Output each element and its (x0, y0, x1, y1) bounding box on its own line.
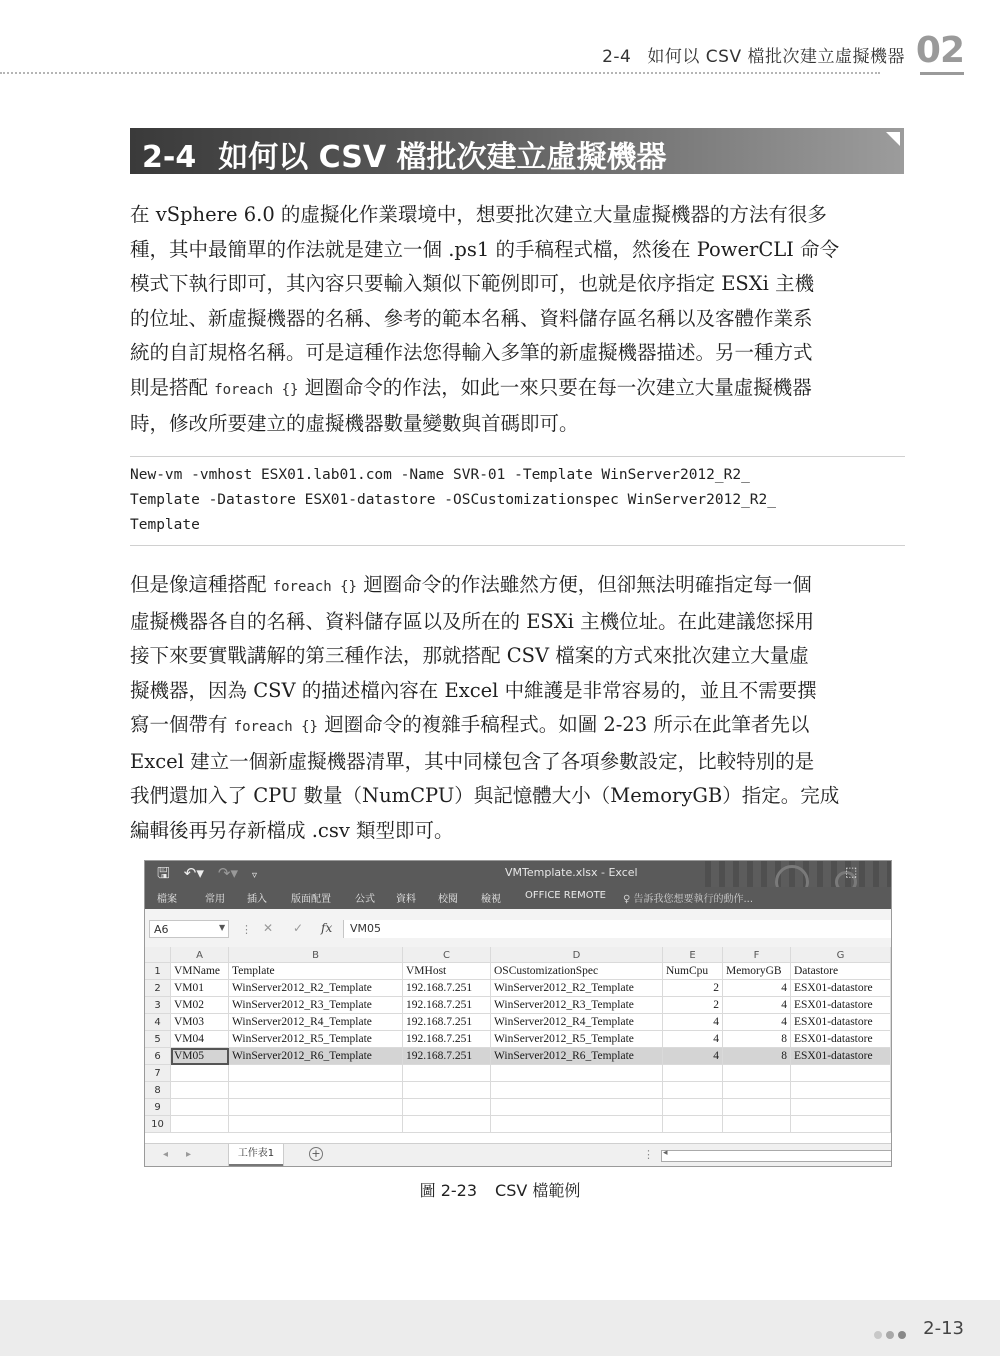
table-cell[interactable] (403, 1099, 491, 1116)
table-cell[interactable]: 192.168.7.251 (403, 1014, 491, 1031)
table-cell[interactable] (723, 1099, 791, 1116)
table-cell[interactable] (171, 1065, 229, 1082)
row-header[interactable]: 5 (145, 1031, 171, 1048)
footer-dot (898, 1331, 906, 1339)
table-cell[interactable]: 4 (663, 1048, 723, 1065)
row-header[interactable]: 3 (145, 997, 171, 1014)
table-cell[interactable]: 4 (723, 980, 791, 997)
table-cell[interactable] (171, 1099, 229, 1116)
insert-function-icon[interactable]: fx (321, 921, 333, 935)
running-header-section-title: 如何以 CSV 檔批次建立虛擬機器 (647, 47, 905, 67)
formula-bar (145, 909, 891, 948)
quick-access-toolbar (157, 863, 271, 888)
page-footer (0, 1300, 1000, 1356)
paragraph-2-line-8: 編輯後再另存新檔成 .csv 類型即可。 (130, 818, 454, 842)
table-cell[interactable] (403, 1082, 491, 1099)
table-cell[interactable] (229, 1065, 403, 1082)
table-cell[interactable]: WinServer2012_R5_Template (229, 1031, 403, 1048)
row-header[interactable]: 7 (145, 1065, 171, 1082)
paragraph-2 (130, 568, 905, 848)
paragraph-1-line-7: 時，修改所要建立的虛擬機器數量變數與首碼即可。 (130, 412, 579, 435)
table-cell[interactable]: WinServer2012_R4_Template (491, 1014, 663, 1031)
table-cell[interactable]: 4 (663, 1031, 723, 1048)
table-cell[interactable]: WinServer2012_R5_Template (491, 1031, 663, 1048)
table-cell[interactable]: 8 (723, 1031, 791, 1048)
select-all-corner[interactable] (145, 947, 171, 963)
split-handle-icon[interactable]: ⋮ (643, 1148, 654, 1161)
table-cell[interactable]: 4 (663, 1014, 723, 1031)
paragraph-2-line-1 (130, 568, 905, 605)
paragraph-1-line-3: 模式下執行即可，其內容只要輸入類似下範例即可，也就是依序指定 ESXi 主機 (130, 272, 815, 295)
table-cell[interactable] (723, 1116, 791, 1133)
code-line-3: Template (130, 517, 200, 533)
code-line-1: New-vm -vmhost ESX01.lab01.com -Name SVR-01 -Template WinServer2012_R2_ (130, 467, 750, 483)
table-cell[interactable] (171, 1082, 229, 1099)
table-cell[interactable] (723, 1065, 791, 1082)
table-cell[interactable] (403, 1116, 491, 1133)
footer-dot (874, 1331, 882, 1339)
table-cell[interactable]: ESX01-datastore (791, 1031, 891, 1048)
paragraph-1-line-1: 在 vSphere 6.0 的虛擬化作業環境中，想要批次建立大量虛擬機器的方法有很多 (130, 203, 827, 226)
running-header-title (602, 42, 905, 67)
table-cell[interactable]: WinServer2012_R2_Template (491, 980, 663, 997)
text-run: 迴圈命令的複雜手稿程式。如圖 2-23 所示在此筆者先以 (318, 713, 810, 736)
inline-code: foreach {} (233, 719, 318, 735)
row-header[interactable]: 9 (145, 1099, 171, 1116)
row-header[interactable]: 1 (145, 963, 171, 980)
tab-data[interactable]: 資料 (396, 894, 416, 905)
excel-window-title: VMTemplate.xlsx - Excel (505, 866, 638, 879)
table-cell[interactable] (491, 1082, 663, 1099)
running-header-section-number: 2-4 (602, 47, 632, 67)
inline-code: foreach {} (214, 381, 299, 398)
table-cell[interactable] (491, 1065, 663, 1082)
figure-caption (0, 1178, 1000, 1201)
column-header-d[interactable]: D (491, 947, 663, 963)
table-cell[interactable]: VM01 (171, 980, 229, 997)
table-cell[interactable]: 8 (723, 1048, 791, 1065)
table-cell[interactable] (791, 1065, 891, 1082)
table-cell[interactable]: VM04 (171, 1031, 229, 1048)
formula-input[interactable]: VM05 (343, 920, 891, 938)
horizontal-scrollbar[interactable] (661, 1150, 892, 1162)
table-cell[interactable] (229, 1082, 403, 1099)
table-cell[interactable] (229, 1099, 403, 1116)
table-cell[interactable] (229, 1116, 403, 1133)
tab-review[interactable]: 校閱 (438, 894, 458, 905)
section-heading (130, 128, 904, 174)
column-header-c[interactable]: C (403, 947, 491, 963)
code-line-2: Template -Datastore ESX01-datastore -OSCustomizationspec WinServer2012_R2_ (130, 492, 777, 508)
excel-ribbon-tabs (145, 887, 891, 909)
name-box[interactable]: A6 (149, 920, 229, 938)
table-cell[interactable]: 192.168.7.251 (403, 980, 491, 997)
section-heading-text (142, 132, 667, 176)
paragraph-1-line-6 (130, 371, 905, 408)
table-cell[interactable]: WinServer2012_R6_Template (491, 1048, 663, 1065)
footer-dot (886, 1331, 894, 1339)
table-cell[interactable] (663, 1082, 723, 1099)
paragraph-2-line-4: 擬機器，因為 CSV 的描述檔內容在 Excel 中維護是非常容易的，並且不需要撰 (130, 678, 817, 702)
customize-toolbar-icon[interactable]: ▿ (252, 870, 258, 881)
table-cell[interactable]: WinServer2012_R2_Template (229, 980, 403, 997)
text-run: 但是像這種搭配 (130, 573, 273, 596)
paragraph-2-line-2: 虛擬機器各自的名稱、資料儲存區以及所在的 ESXi 主機位址。在此建議您採用 (130, 609, 815, 633)
column-header-g[interactable]: G (791, 947, 891, 963)
header-cell[interactable]: Datastore (791, 963, 891, 980)
table-cell[interactable] (723, 1082, 791, 1099)
name-box-dropdown-icon[interactable]: ▼ (219, 923, 226, 932)
paragraph-1-line-2: 種，其中最簡單的作法就是建立一個 .ps1 的手稿程式檔，然後在 PowerCLI 命令 (130, 237, 840, 261)
header-cell[interactable]: VMHost (403, 963, 491, 980)
figure-caption-text: CSV 檔範例 (495, 1181, 581, 1200)
row-header[interactable]: 2 (145, 980, 171, 997)
table-cell[interactable]: VM05 (171, 1048, 229, 1065)
excel-title-bar (145, 861, 891, 887)
text-run: 迴圈命令的作法，如此一來只要在每一次建立大量虛擬機器 (298, 375, 812, 399)
excel-screenshot (144, 860, 892, 1167)
header-cell[interactable]: MemoryGB (723, 963, 791, 980)
code-block (130, 456, 905, 546)
column-header-f[interactable]: F (723, 947, 791, 963)
text-run: 迴圈命令的作法雖然方便，但卻無法明確指定每一個 (357, 573, 812, 596)
paragraph-2-line-3: 接下來要實戰講解的第三種作法，那就搭配 CSV 檔案的方式來批次建立大量虛 (130, 644, 809, 667)
table-cell[interactable]: VM03 (171, 1014, 229, 1031)
column-header-b[interactable]: B (229, 947, 403, 963)
header-cell[interactable]: Template (229, 963, 403, 980)
text-run: 寫一個帶有 (130, 713, 234, 736)
sheet-tab-bar (145, 1143, 891, 1167)
table-cell[interactable]: 192.168.7.251 (403, 1031, 491, 1048)
row-header[interactable]: 6 (145, 1048, 171, 1065)
tab-formulas[interactable]: 公式 (355, 894, 375, 905)
tab-insert[interactable]: 插入 (247, 894, 267, 905)
paragraph-2-line-6: Excel 建立一個新虛擬機器清單，其中同樣包含了各項參數設定，比較特別的是 (130, 749, 815, 773)
table-cell[interactable] (663, 1065, 723, 1082)
new-sheet-icon[interactable]: + (309, 1147, 323, 1161)
table-cell[interactable]: 4 (723, 1014, 791, 1031)
tell-me-search[interactable]: ♀ 告訴我您想要執行的動作... (623, 894, 754, 905)
table-cell[interactable] (491, 1116, 663, 1133)
tab-page-layout[interactable]: 版面配置 (291, 894, 331, 905)
redo-icon[interactable]: ↷▾ (217, 864, 238, 882)
corner-triangle-icon (886, 132, 900, 146)
table-cell[interactable]: ESX01-datastore (791, 1014, 891, 1031)
paragraph-2-line-7: 我們還加入了 CPU 數量（NumCPU）與記憶體大小（MemoryGB）指定。完成 (130, 784, 840, 807)
cancel-icon[interactable]: ✕ (263, 921, 274, 935)
figure-label: 圖 2-23 (419, 1181, 478, 1200)
table-cell[interactable] (491, 1099, 663, 1116)
section-heading-number: 2-4 (142, 140, 197, 175)
tab-office-remote[interactable]: OFFICE REMOTE (525, 890, 606, 901)
table-cell[interactable] (663, 1116, 723, 1133)
tab-view[interactable]: 檢視 (481, 894, 501, 905)
enter-icon[interactable]: ✓ (293, 921, 304, 935)
table-cell[interactable] (663, 1099, 723, 1116)
table-cell[interactable]: WinServer2012_R3_Template (491, 997, 663, 1014)
table-cell[interactable]: VM02 (171, 997, 229, 1014)
table-cell[interactable]: 4 (723, 997, 791, 1014)
table-cell[interactable]: ESX01-datastore (791, 980, 891, 997)
table-cell[interactable]: 192.168.7.251 (403, 997, 491, 1014)
table-cell[interactable] (791, 1082, 891, 1099)
table-cell[interactable]: WinServer2012_R3_Template (229, 997, 403, 1014)
sheet-tab-1[interactable]: 工作表1 (229, 1144, 283, 1166)
footer-dots-icon (874, 1324, 910, 1343)
table-cell[interactable] (791, 1099, 891, 1116)
table-cell[interactable]: WinServer2012_R6_Template (229, 1048, 403, 1065)
section-heading-title: 如何以 CSV 檔批次建立虛擬機器 (218, 140, 667, 175)
table-cell[interactable]: 2 (663, 980, 723, 997)
table-cell[interactable]: ESX01-datastore (791, 997, 891, 1014)
paragraph-1-line-5: 統的自訂規格名稱。可是這種作法您得輸入多筆的新虛擬機器描述。另一種方式 (130, 341, 813, 364)
table-cell[interactable] (171, 1116, 229, 1133)
paragraph-1 (130, 198, 905, 442)
table-cell[interactable] (403, 1065, 491, 1082)
chapter-number: 02 (915, 30, 964, 71)
paragraph-2-line-5 (130, 708, 905, 745)
row-header[interactable]: 10 (145, 1116, 171, 1133)
header-dotted-rule (0, 72, 880, 74)
undo-icon[interactable]: ↶▾ (183, 864, 204, 882)
row-header[interactable]: 8 (145, 1082, 171, 1099)
chapter-underline (920, 72, 964, 75)
scroll-left-icon[interactable]: ◂ (663, 1148, 668, 1158)
header-cell[interactable]: OSCustomizationSpec (491, 963, 663, 980)
column-header-a[interactable]: A (171, 947, 229, 963)
page-number: 2-13 (923, 1318, 964, 1339)
row-header[interactable]: 4 (145, 1014, 171, 1031)
table-cell[interactable]: 2 (663, 997, 723, 1014)
table-cell[interactable] (791, 1116, 891, 1133)
save-icon[interactable]: 🖫 (157, 864, 170, 882)
header-cell[interactable]: VMName (171, 963, 229, 980)
table-cell[interactable]: 192.168.7.251 (403, 1048, 491, 1065)
column-header-e[interactable]: E (663, 947, 723, 963)
tab-file[interactable]: 檔案 (157, 894, 177, 905)
inline-code: foreach {} (272, 579, 357, 595)
table-cell[interactable]: WinServer2012_R4_Template (229, 1014, 403, 1031)
text-run: 則是搭配 (130, 375, 215, 399)
running-header (0, 30, 1000, 76)
table-cell[interactable]: ESX01-datastore (791, 1048, 891, 1065)
formula-bar-separator-icon: ⋮ (241, 923, 252, 936)
header-cell[interactable]: NumCpu (663, 963, 723, 980)
tab-home[interactable]: 常用 (205, 894, 225, 905)
paragraph-1-line-4: 的位址、新虛擬機器的名稱、參考的範本名稱、資料儲存區名稱以及客體作業系 (130, 306, 813, 330)
ribbon-display-options-icon[interactable]: ⬚ (845, 865, 858, 880)
sheet-nav-arrows-icon[interactable]: ◂▸ (163, 1149, 210, 1160)
